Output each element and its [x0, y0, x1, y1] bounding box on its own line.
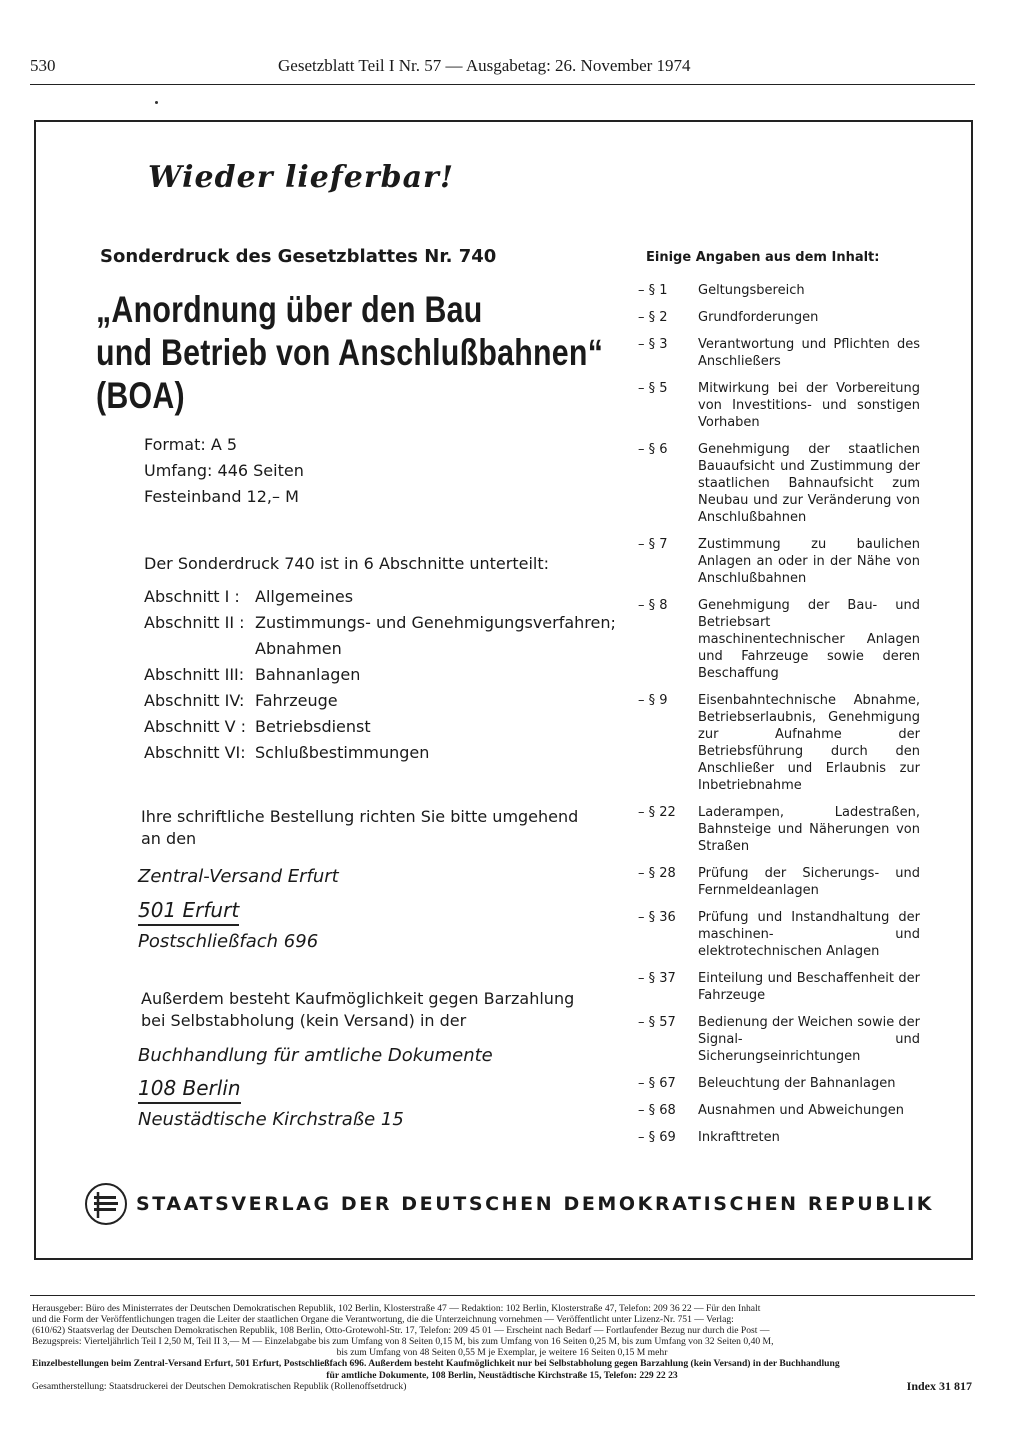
- page-header: [30, 56, 974, 80]
- spec-pages: Umfang: 446 Seiten: [144, 461, 304, 480]
- shop-city: 108 Berlin: [138, 1076, 241, 1100]
- footer-rule: [30, 1295, 975, 1296]
- subtitle: Sonderdruck des Gesetzblattes Nr. 740: [100, 246, 497, 267]
- section-title: Bahnanlagen: [255, 665, 361, 684]
- order-instructions: Ihre schriftliche Bestellung richten Sie bitte umgehend an den: [141, 807, 579, 848]
- contents-item: – § 37 Einteilung und Beschaffenheit der Fahrzeuge: [638, 971, 920, 1003]
- main-title-line: (BOA): [96, 375, 185, 416]
- imprint-line: und die Form der Veröffentlichungen tragen die Leiter der staatlichen Organe die Verantwortung, die die Unterzeichnung vornehmen — Veröffentlicht unter Lizenz-Nr. 751 — Verlag:: [32, 1314, 734, 1326]
- main-title: [96, 288, 604, 417]
- main-title-line: und Betrieb von Anschlußbahnen“: [96, 332, 604, 373]
- header-rule: [30, 84, 975, 85]
- publisher: [84, 1182, 934, 1226]
- contents-item: – § 2 Grundforderungen: [638, 310, 819, 325]
- spec-price: Festeinband 12,– M: [144, 487, 299, 506]
- section-row: [144, 662, 635, 688]
- contents-heading: Einige Angaben aus dem Inhalt:: [646, 250, 880, 265]
- contents-item: – § 28 Prüfung der Sicherungs- und Fernmeldeanlagen: [638, 866, 920, 898]
- contents-item: – § 3 Verantwortung und Pflichten des Anschließers: [638, 337, 920, 369]
- section-name: Abschnitt I :: [144, 587, 240, 606]
- order-address-city: 501 Erfurt: [138, 898, 239, 922]
- order-address-name: Zentral-Versand Erfurt: [138, 866, 339, 887]
- contents-item: – § 9 Eisenbahntechnische Abnahme, Betriebserlaubnis, Genehmigung zur Aufnahme der Betriebsführung durch den Anschließer und Erlaubnis zur Inbetriebnahme: [638, 693, 920, 793]
- section-row: [144, 714, 635, 740]
- section-row: [144, 688, 635, 714]
- section-name: Abschnitt II :: [144, 613, 245, 632]
- shop-name: Buchhandlung für amtliche Dokumente: [138, 1045, 493, 1066]
- main-title-line: „Anordnung über den Bau: [96, 289, 483, 330]
- imprint: [32, 1303, 972, 1392]
- publisher-logo-icon: [84, 1182, 128, 1226]
- section-title: Betriebsdienst: [255, 717, 371, 736]
- contents-item: – § 57 Bedienung der Weichen sowie der Signal- und Sicherungseinrichtungen: [638, 1015, 920, 1064]
- section-title: Zustimmungs- und Genehmigungsverfahren; Abnahmen: [255, 613, 616, 658]
- imprint-line: bis zum Umfang von 48 Seiten 0,55 M je Exemplar, je weitere 16 Seiten 0,15 M mehr: [336, 1347, 668, 1359]
- contents-item: – § 5 Mitwirkung bei der Vorbereitung von Investitions- und sonstigen Vorhaben: [638, 381, 920, 430]
- section-name: Abschnitt V :: [144, 717, 247, 736]
- section-title: Schlußbestimmungen: [255, 743, 430, 762]
- purchase-instructions: Außerdem besteht Kaufmöglichkeit gegen Barzahlung bei Selbstabholung (kein Versand) in der: [141, 989, 575, 1030]
- header-title: Gesetzblatt Teil I Nr. 57 — Ausgabetag: 26. November 1974: [278, 56, 691, 75]
- imprint-line: Bezugspreis: Vierteljährlich Teil I 2,50 M, Teil II 3,— M — Einzelabgabe bis zum Umfang von 8 Seiten 0,15 M, bis zum Umfang von 16 Seiten 0,25 M, bis zum Umfang von 32 Seiten 0,40 M,: [32, 1336, 774, 1348]
- publisher-name: STAATSVERLAG DER DEUTSCHEN DEMOKRATISCHEN REPUBLIK: [136, 1193, 935, 1215]
- imprint-line: Herausgeber: Büro des Ministerrates der Deutschen Demokratischen Republik, 102 Berlin, Klosterstraße 47 — Redaktion: 102 Berlin, Klosterstraße 47, Telefon: 209 36 22 — Für den Inhalt: [32, 1303, 761, 1314]
- order-address-pobox: Postschließfach 696: [138, 931, 319, 952]
- section-title: Allgemeines: [255, 587, 354, 606]
- contents-item: – § 69 Inkrafttreten: [638, 1130, 780, 1145]
- page-number: 530: [30, 56, 56, 75]
- section-title: Fahrzeuge: [255, 691, 338, 710]
- imprint-printer: Gesamtherstellung: Staatsdruckerei der Deutschen Demokratischen Republik (Rollenoffsetdruck): [32, 1380, 407, 1392]
- section-row: [144, 740, 635, 766]
- section-row: [144, 610, 635, 662]
- contents-item: – § 1 Geltungsbereich: [638, 283, 805, 298]
- slogan: Wieder lieferbar!: [148, 160, 455, 195]
- contents-item: – § 8 Genehmigung der Bau- und Betriebsart maschinentechnischer Anlagen und Fahrzeuge sowie deren Beschaffung: [638, 598, 920, 681]
- contents-list: [638, 282, 920, 1156]
- sections-intro: Der Sonderdruck 740 ist in 6 Abschnitte unterteilt:: [144, 554, 550, 573]
- contents-item: – § 22 Laderampen, Ladestraßen, Bahnsteige und Näherungen von Straßen: [638, 805, 920, 854]
- section-name: Abschnitt VI:: [144, 743, 246, 762]
- speck: [155, 101, 158, 104]
- contents-item: – § 68 Ausnahmen und Abweichungen: [638, 1103, 904, 1118]
- index-number: Index 31 817: [906, 1378, 972, 1393]
- shop-street: Neustädtische Kirchstraße 15: [138, 1109, 404, 1130]
- contents-item: – § 7 Zustimmung zu baulichen Anlagen an oder in der Nähe von Anschlußbahnen: [638, 537, 920, 586]
- contents-item: – § 67 Beleuchtung der Bahnanlagen: [638, 1076, 896, 1091]
- spec-format: Format: A 5: [144, 435, 238, 454]
- section-row: [144, 584, 635, 610]
- imprint-order-line: Einzelbestellungen beim Zentral-Versand Erfurt, 501 Erfurt, Postschließfach 696. Außerdem besteht Kaufmöglichkeit nur bei Selbstabholung gegen Barzahlung (kein Versand) in der Buchhandlung: [32, 1358, 840, 1370]
- imprint-order-line: für amtliche Dokumente, 108 Berlin, Neustädtische Kirchstraße 15, Telefon: 229 22 23: [326, 1369, 678, 1381]
- contents-item: – § 36 Prüfung und Instandhaltung der maschinen- und elektrotechnischen Anlagen: [638, 910, 920, 959]
- section-name: Abschnitt III:: [144, 665, 245, 684]
- section-list: [144, 584, 635, 766]
- imprint-line: (610/62) Staatsverlag der Deutschen Demokratischen Republik, 108 Berlin, Otto-Grotewohl-Str. 17, Telefon: 209 45 01 — Erscheint nach Bedarf — Fortlaufender Bezug nur durch die Post —: [32, 1325, 770, 1337]
- specs: [144, 432, 304, 510]
- contents-item: – § 6 Genehmigung der staatlichen Bauaufsicht und Zustimmung der staatlichen Bahnaufsicht zum Neubau und zur Veränderung von Anschlußbahnen: [638, 442, 920, 525]
- section-name: Abschnitt IV:: [144, 691, 245, 710]
